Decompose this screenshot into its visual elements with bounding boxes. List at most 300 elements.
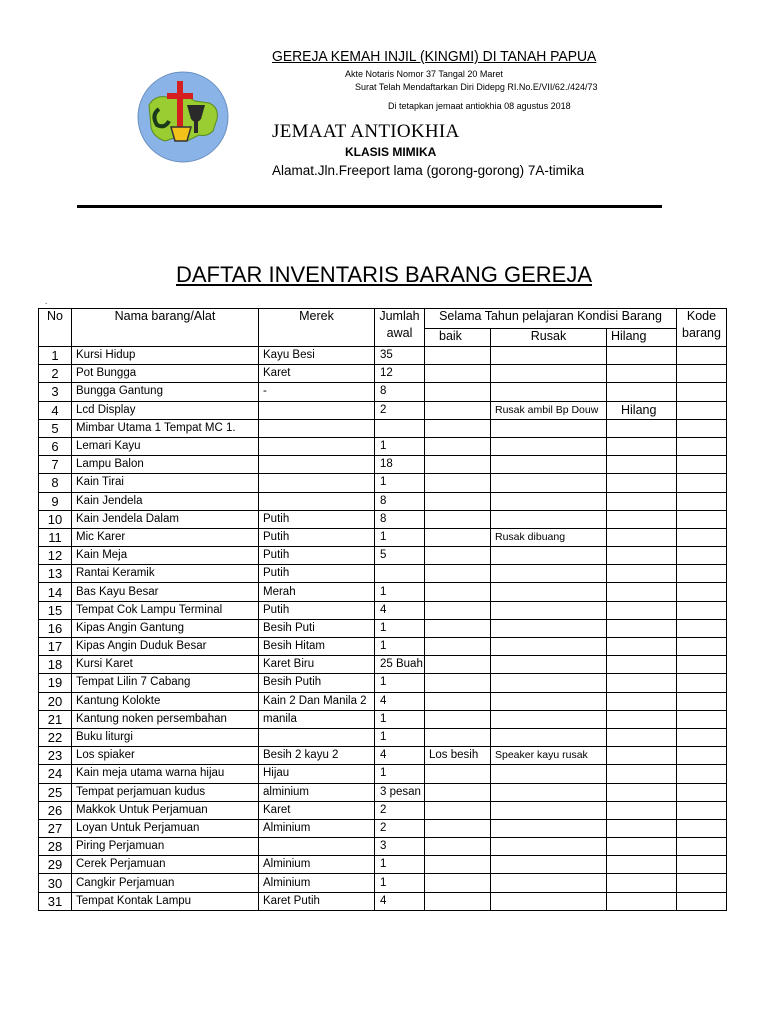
jemaat-name: JEMAAT ANTIOKHIA <box>272 121 460 142</box>
church-name: GEREJA KEMAH INJIL (KINGMI) DI TANAH PAPUA <box>272 49 597 65</box>
cell-kode <box>677 856 727 874</box>
cell-kode <box>677 692 727 710</box>
col-header-kode-line1: Kode <box>686 309 717 323</box>
cell-hilang <box>607 892 677 910</box>
cell-rusak <box>491 510 607 528</box>
cell-no: 26 <box>39 801 72 819</box>
cell-jumlah: 1 <box>375 437 425 455</box>
cell-no: 23 <box>39 747 72 765</box>
table-row <box>39 692 727 710</box>
cell-merek: Merah <box>259 583 375 601</box>
cell-rusak <box>491 365 607 383</box>
cell-no: 19 <box>39 674 72 692</box>
cell-jumlah: 18 <box>375 456 425 474</box>
cell-jumlah: 1 <box>375 765 425 783</box>
cell-kode <box>677 656 727 674</box>
cell-nama: Cangkir Perjamuan <box>72 874 259 892</box>
cell-hilang <box>607 510 677 528</box>
cell-no: 24 <box>39 765 72 783</box>
table-row <box>39 728 727 746</box>
table-row <box>39 819 727 837</box>
col-header-kode <box>677 309 727 347</box>
cell-jumlah: 1 <box>375 710 425 728</box>
cell-jumlah: 1 <box>375 728 425 746</box>
cell-nama: Mimbar Utama 1 Tempat MC 1. <box>72 419 259 437</box>
cell-kode <box>677 419 727 437</box>
cell-no: 3 <box>39 383 72 401</box>
cell-rusak <box>491 638 607 656</box>
cell-nama: Rantai Keramik <box>72 565 259 583</box>
cell-rusak <box>491 583 607 601</box>
table-row <box>39 874 727 892</box>
cell-kode <box>677 619 727 637</box>
col-header-jumlah <box>375 309 425 347</box>
cell-rusak <box>491 856 607 874</box>
table-row <box>39 510 727 528</box>
cell-kode <box>677 383 727 401</box>
cell-merek: Putih <box>259 565 375 583</box>
cell-kode <box>677 783 727 801</box>
cell-baik <box>425 638 491 656</box>
cell-kode <box>677 365 727 383</box>
cell-hilang <box>607 347 677 365</box>
cell-nama: Tempat perjamuan kudus <box>72 783 259 801</box>
cell-hilang <box>607 728 677 746</box>
cell-nama: Tempat Kontak Lampu <box>72 892 259 910</box>
cell-kode <box>677 547 727 565</box>
cell-nama: Pot Bungga <box>72 365 259 383</box>
col-header-baik: baik <box>425 329 491 347</box>
cell-no: 8 <box>39 474 72 492</box>
cell-no: 29 <box>39 856 72 874</box>
cell-nama: Kipas Angin Duduk Besar <box>72 638 259 656</box>
cell-jumlah: 1 <box>375 638 425 656</box>
cell-merek: manila <box>259 710 375 728</box>
cell-merek <box>259 474 375 492</box>
cell-baik <box>425 783 491 801</box>
cell-hilang <box>607 383 677 401</box>
cell-merek: Putih <box>259 528 375 546</box>
cell-jumlah: 3 <box>375 838 425 856</box>
cell-no: 21 <box>39 710 72 728</box>
cell-hilang <box>607 492 677 510</box>
cell-nama: Buku liturgi <box>72 728 259 746</box>
cell-no: 14 <box>39 583 72 601</box>
stray-dot: . <box>45 297 48 306</box>
cell-no: 31 <box>39 892 72 910</box>
cell-baik <box>425 892 491 910</box>
cell-jumlah: 12 <box>375 365 425 383</box>
cell-rusak <box>491 674 607 692</box>
cell-baik <box>425 874 491 892</box>
cell-nama: Kain Jendela Dalam <box>72 510 259 528</box>
cell-kode <box>677 437 727 455</box>
cell-rusak <box>491 347 607 365</box>
cell-hilang <box>607 819 677 837</box>
table-row <box>39 765 727 783</box>
cell-no: 25 <box>39 783 72 801</box>
cell-kode <box>677 492 727 510</box>
cell-rusak <box>491 601 607 619</box>
table-row <box>39 492 727 510</box>
cell-hilang <box>607 419 677 437</box>
table-row <box>39 583 727 601</box>
table-row <box>39 474 727 492</box>
cell-nama: Loyan Untuk Perjamuan <box>72 819 259 837</box>
cell-jumlah: 8 <box>375 383 425 401</box>
cell-jumlah: 8 <box>375 510 425 528</box>
cell-jumlah: 4 <box>375 892 425 910</box>
col-header-nama: Nama barang/Alat <box>72 309 259 347</box>
cell-rusak <box>491 474 607 492</box>
table-row <box>39 674 727 692</box>
cell-hilang <box>607 710 677 728</box>
cell-merek <box>259 492 375 510</box>
cell-hilang <box>607 437 677 455</box>
cell-kode <box>677 874 727 892</box>
cell-baik <box>425 838 491 856</box>
inventory-table <box>38 308 727 911</box>
cell-no: 17 <box>39 638 72 656</box>
cell-merek <box>259 838 375 856</box>
cell-baik <box>425 656 491 674</box>
cell-merek: Alminium <box>259 819 375 837</box>
table-row <box>39 892 727 910</box>
table-row <box>39 838 727 856</box>
cell-kode <box>677 765 727 783</box>
cell-baik <box>425 365 491 383</box>
cell-nama: Lemari Kayu <box>72 437 259 455</box>
cell-no: 11 <box>39 528 72 546</box>
cell-hilang: Hilang <box>607 401 677 419</box>
cell-hilang <box>607 656 677 674</box>
cell-baik <box>425 419 491 437</box>
cell-jumlah: 4 <box>375 747 425 765</box>
table-row <box>39 419 727 437</box>
cell-baik <box>425 765 491 783</box>
cell-jumlah: 2 <box>375 401 425 419</box>
cell-hilang <box>607 528 677 546</box>
cell-nama: Bas Kayu Besar <box>72 583 259 601</box>
cell-merek <box>259 401 375 419</box>
cell-no: 12 <box>39 547 72 565</box>
cell-nama: Kantung Kolokte <box>72 692 259 710</box>
cell-no: 2 <box>39 365 72 383</box>
cell-no: 9 <box>39 492 72 510</box>
table-row <box>39 383 727 401</box>
cell-baik: Los besih <box>425 747 491 765</box>
cell-nama: Lcd Display <box>72 401 259 419</box>
header-divider <box>77 205 662 208</box>
cell-nama: Kain Meja <box>72 547 259 565</box>
cell-rusak <box>491 692 607 710</box>
cell-nama: Lampu Balon <box>72 456 259 474</box>
table-row <box>39 565 727 583</box>
cell-no: 27 <box>39 819 72 837</box>
cell-jumlah: 4 <box>375 601 425 619</box>
cell-hilang <box>607 783 677 801</box>
cell-baik <box>425 710 491 728</box>
table-row <box>39 619 727 637</box>
cell-rusak: Rusak ambil Bp Douw <box>491 401 607 419</box>
cell-rusak <box>491 456 607 474</box>
cell-merek: Karet Biru <box>259 656 375 674</box>
table-row <box>39 547 727 565</box>
cell-baik <box>425 474 491 492</box>
cell-baik <box>425 492 491 510</box>
cell-rusak <box>491 383 607 401</box>
cell-no: 1 <box>39 347 72 365</box>
cell-rusak <box>491 437 607 455</box>
cell-hilang <box>607 856 677 874</box>
cell-kode <box>677 528 727 546</box>
cell-nama: Kursi Hidup <box>72 347 259 365</box>
cell-jumlah <box>375 565 425 583</box>
cell-nama: Cerek Perjamuan <box>72 856 259 874</box>
cell-baik <box>425 674 491 692</box>
cell-hilang <box>607 874 677 892</box>
cell-hilang <box>607 638 677 656</box>
ditetapkan-date: Di tetapkan jemaat antiokhia 08 agustus 2018 <box>388 101 571 111</box>
church-logo <box>137 71 229 163</box>
cell-kode <box>677 565 727 583</box>
cell-no: 22 <box>39 728 72 746</box>
cell-baik <box>425 456 491 474</box>
cell-rusak <box>491 728 607 746</box>
cell-hilang <box>607 692 677 710</box>
col-header-kondisi: Selama Tahun pelajaran Kondisi Barang <box>425 309 677 329</box>
cell-baik <box>425 801 491 819</box>
col-header-no: No <box>39 309 72 347</box>
cell-merek: Kayu Besi <box>259 347 375 365</box>
cell-rusak <box>491 419 607 437</box>
cell-kode <box>677 401 727 419</box>
cell-merek <box>259 419 375 437</box>
cell-kode <box>677 674 727 692</box>
table-row <box>39 456 727 474</box>
cell-no: 13 <box>39 565 72 583</box>
cell-rusak: Rusak dibuang <box>491 528 607 546</box>
cell-merek: Besih Puti <box>259 619 375 637</box>
cell-rusak <box>491 656 607 674</box>
cell-no: 18 <box>39 656 72 674</box>
cell-nama: Kursi Karet <box>72 656 259 674</box>
cell-hilang <box>607 565 677 583</box>
cell-jumlah: 4 <box>375 692 425 710</box>
cell-no: 30 <box>39 874 72 892</box>
table-row <box>39 528 727 546</box>
cell-merek: Besih Putih <box>259 674 375 692</box>
table-row <box>39 347 727 365</box>
col-header-kode-line2: barang <box>682 326 721 340</box>
cell-merek: Besih 2 kayu 2 <box>259 747 375 765</box>
cell-merek: Putih <box>259 547 375 565</box>
cell-nama: Kain Jendela <box>72 492 259 510</box>
cell-rusak <box>491 892 607 910</box>
cell-baik <box>425 437 491 455</box>
cell-jumlah: 5 <box>375 547 425 565</box>
cell-baik <box>425 819 491 837</box>
cell-jumlah: 1 <box>375 856 425 874</box>
cell-hilang <box>607 474 677 492</box>
cell-kode <box>677 728 727 746</box>
cell-hilang <box>607 583 677 601</box>
cell-baik <box>425 528 491 546</box>
cell-jumlah: 35 <box>375 347 425 365</box>
cell-hilang <box>607 365 677 383</box>
cell-hilang <box>607 765 677 783</box>
cell-rusak <box>491 874 607 892</box>
cell-kode <box>677 638 727 656</box>
cell-kode <box>677 710 727 728</box>
col-header-merek: Merek <box>259 309 375 347</box>
cell-kode <box>677 892 727 910</box>
cell-no: 7 <box>39 456 72 474</box>
cell-baik <box>425 856 491 874</box>
cell-baik <box>425 728 491 746</box>
cell-baik <box>425 383 491 401</box>
cell-merek <box>259 437 375 455</box>
cell-no: 4 <box>39 401 72 419</box>
cell-no: 15 <box>39 601 72 619</box>
cell-jumlah: 25 Buah <box>375 656 425 674</box>
cell-nama: Kipas Angin Gantung <box>72 619 259 637</box>
cell-jumlah: 1 <box>375 619 425 637</box>
table-row <box>39 437 727 455</box>
cell-jumlah: 2 <box>375 819 425 837</box>
col-header-jumlah-line1: Jumlah <box>379 309 420 323</box>
table-row <box>39 401 727 419</box>
cell-kode <box>677 819 727 837</box>
cell-hilang <box>607 674 677 692</box>
klasis-name: KLASIS MIMIKA <box>345 145 437 159</box>
cell-jumlah: 1 <box>375 474 425 492</box>
table-row <box>39 783 727 801</box>
cell-rusak: Speaker kayu rusak <box>491 747 607 765</box>
cell-nama: Makkok Untuk Perjamuan <box>72 801 259 819</box>
cell-kode <box>677 583 727 601</box>
cell-rusak <box>491 801 607 819</box>
cell-jumlah <box>375 419 425 437</box>
col-header-rusak: Rusak <box>491 329 607 347</box>
cell-nama: Kain meja utama warna hijau <box>72 765 259 783</box>
cell-baik <box>425 583 491 601</box>
cell-rusak <box>491 492 607 510</box>
table-row <box>39 801 727 819</box>
cell-rusak <box>491 765 607 783</box>
cell-nama: Kain Tirai <box>72 474 259 492</box>
cell-jumlah: 1 <box>375 528 425 546</box>
cell-nama: Mic Karer <box>72 528 259 546</box>
cell-rusak <box>491 783 607 801</box>
cell-rusak <box>491 819 607 837</box>
cell-baik <box>425 401 491 419</box>
cell-kode <box>677 456 727 474</box>
cell-nama: Bungga Gantung <box>72 383 259 401</box>
cell-merek: Kain 2 Dan Manila 2 <box>259 692 375 710</box>
cell-merek: Alminium <box>259 874 375 892</box>
cell-baik <box>425 619 491 637</box>
table-row <box>39 747 727 765</box>
cell-rusak <box>491 565 607 583</box>
surat-registration: Surat Telah Mendaftarkan Diri Didepg RI.No.E/VII/62./424/73 <box>355 82 598 92</box>
cell-merek: Hijau <box>259 765 375 783</box>
cell-merek: Karet <box>259 365 375 383</box>
cell-jumlah: 1 <box>375 874 425 892</box>
cell-rusak <box>491 547 607 565</box>
cell-merek: Putih <box>259 510 375 528</box>
cell-rusak <box>491 619 607 637</box>
cell-kode <box>677 747 727 765</box>
cell-jumlah: 1 <box>375 583 425 601</box>
cell-hilang <box>607 619 677 637</box>
cell-jumlah: 8 <box>375 492 425 510</box>
cell-hilang <box>607 456 677 474</box>
cell-nama: Tempat Lilin 7 Cabang <box>72 674 259 692</box>
cell-kode <box>677 801 727 819</box>
cell-baik <box>425 510 491 528</box>
table-header-row <box>39 309 727 329</box>
cell-merek: Karet Putih <box>259 892 375 910</box>
col-header-hilang: Hilang <box>607 329 677 347</box>
cell-merek: Putih <box>259 601 375 619</box>
cell-hilang <box>607 601 677 619</box>
cell-hilang <box>607 547 677 565</box>
cell-no: 20 <box>39 692 72 710</box>
cell-baik <box>425 692 491 710</box>
cell-no: 16 <box>39 619 72 637</box>
cell-hilang <box>607 747 677 765</box>
cell-jumlah: 1 <box>375 674 425 692</box>
cell-nama: Tempat Cok Lampu Terminal <box>72 601 259 619</box>
cell-merek: alminium <box>259 783 375 801</box>
cell-no: 10 <box>39 510 72 528</box>
cell-no: 5 <box>39 419 72 437</box>
page-title: DAFTAR INVENTARIS BARANG GEREJA <box>175 262 593 287</box>
table-row <box>39 601 727 619</box>
cell-kode <box>677 601 727 619</box>
cell-nama: Kantung noken persembahan <box>72 710 259 728</box>
cell-merek: - <box>259 383 375 401</box>
cell-jumlah: 3 pesan <box>375 783 425 801</box>
cell-no: 6 <box>39 437 72 455</box>
cell-merek <box>259 728 375 746</box>
cell-kode <box>677 474 727 492</box>
cell-rusak <box>491 838 607 856</box>
table-row <box>39 365 727 383</box>
cell-baik <box>425 547 491 565</box>
cell-merek: Karet <box>259 801 375 819</box>
cell-hilang <box>607 838 677 856</box>
col-header-jumlah-line2: awal <box>386 326 413 340</box>
table-row <box>39 638 727 656</box>
cell-hilang <box>607 801 677 819</box>
cell-merek <box>259 456 375 474</box>
table-row <box>39 856 727 874</box>
cell-nama: Piring Perjamuan <box>72 838 259 856</box>
table-row <box>39 710 727 728</box>
cell-kode <box>677 510 727 528</box>
cell-rusak <box>491 710 607 728</box>
cell-baik <box>425 565 491 583</box>
cell-no: 28 <box>39 838 72 856</box>
table-row <box>39 656 727 674</box>
cell-merek: Alminium <box>259 856 375 874</box>
cell-kode <box>677 347 727 365</box>
cell-baik <box>425 347 491 365</box>
cell-merek: Besih Hitam <box>259 638 375 656</box>
address: Alamat.Jln.Freeport lama (gorong-gorong) 7A-timika <box>272 163 585 178</box>
